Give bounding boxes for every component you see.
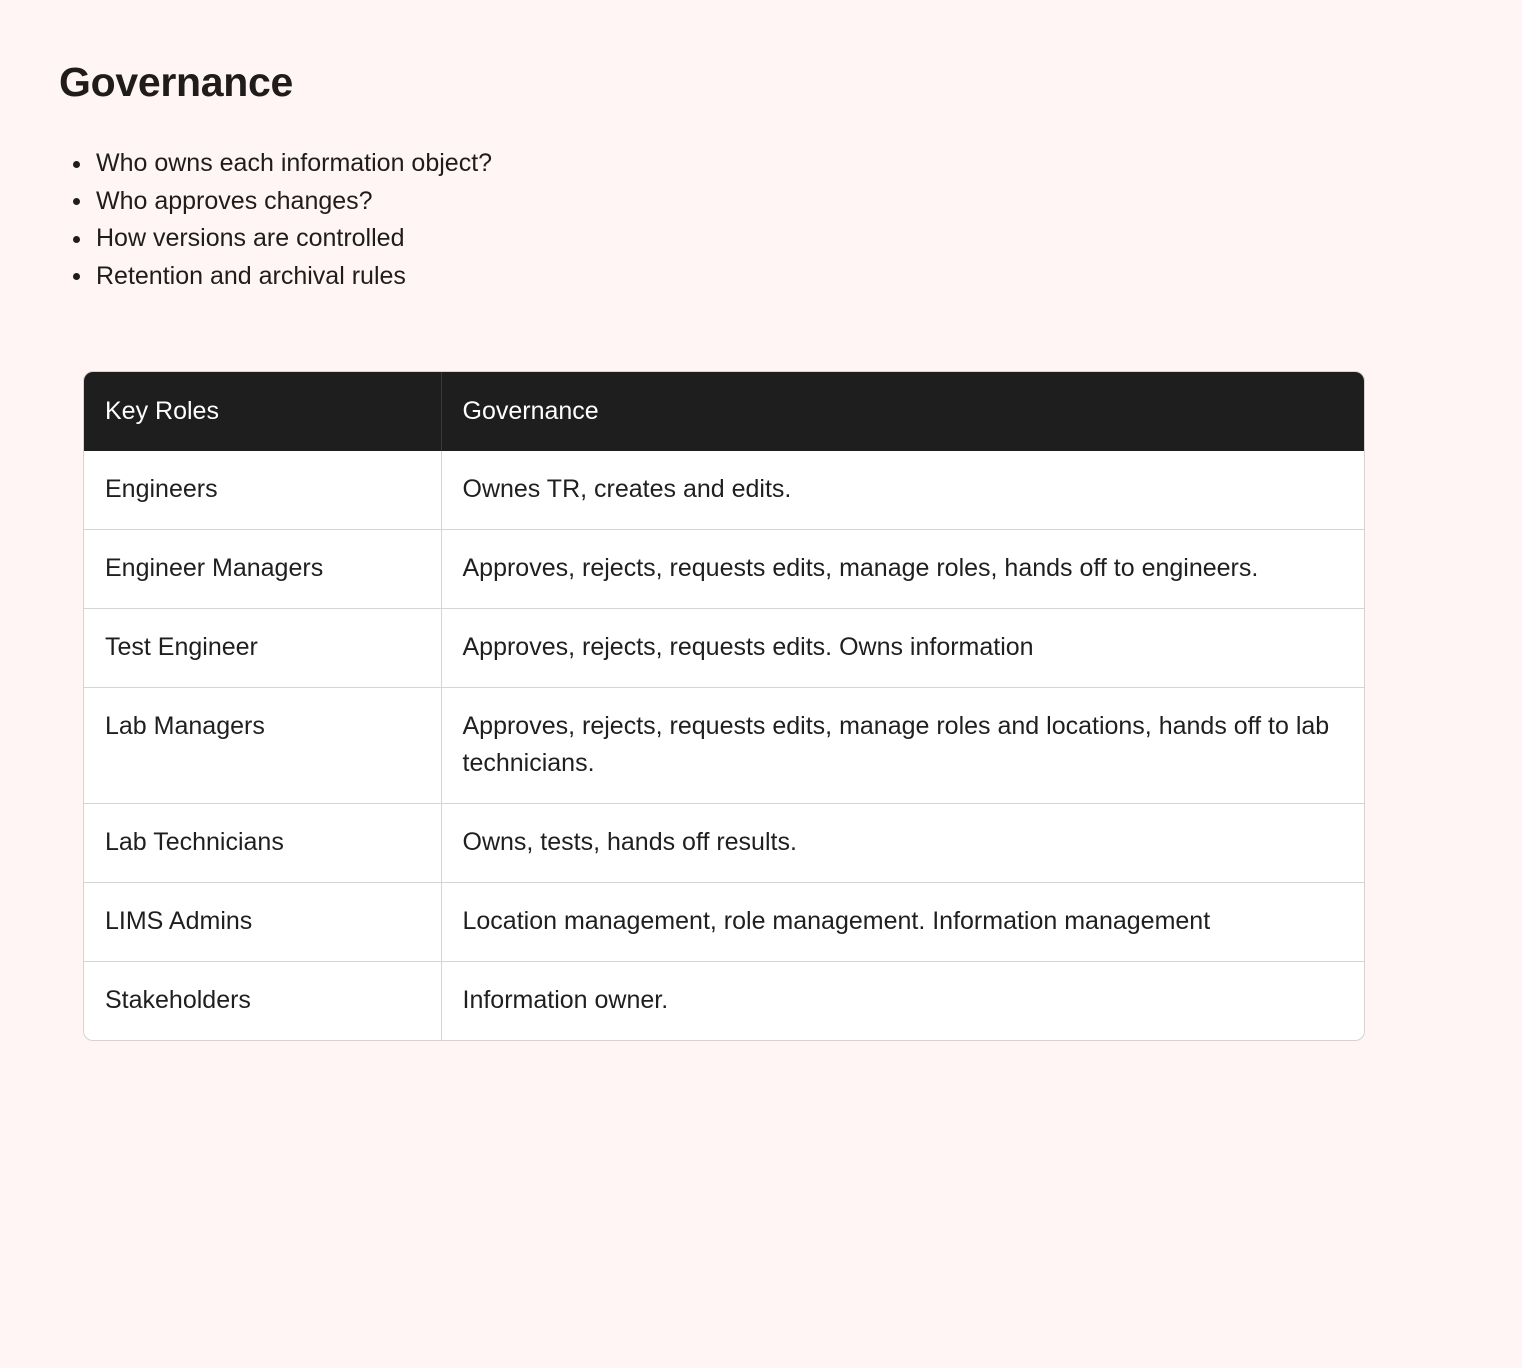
bullet-dot-icon (73, 161, 80, 168)
header-row (84, 372, 1364, 451)
bullet-text: How versions are controlled (96, 224, 405, 252)
table-row (84, 688, 1364, 804)
governance-cell: Approves, rejects, requests edits, manage roles, hands off to engineers. (441, 530, 1364, 609)
header-governance: Governance (441, 372, 1364, 451)
role-cell: Test Engineer (84, 609, 441, 688)
table-header (84, 372, 1364, 451)
role-cell: Engineer Managers (84, 530, 441, 609)
page-title: Governance (59, 59, 293, 105)
governance-cell: Ownes TR, creates and edits. (441, 451, 1364, 530)
role-cell: Lab Technicians (84, 804, 441, 883)
bullet-item (96, 258, 492, 296)
governance-cell: Owns, tests, hands off results. (441, 804, 1364, 883)
table-body (84, 451, 1364, 1040)
bullet-text: Retention and archival rules (96, 261, 406, 290)
role-cell: Engineers (105, 475, 218, 503)
roles-table-grid (84, 372, 1364, 1040)
table-row (84, 530, 1364, 609)
table-row (84, 883, 1364, 962)
governance-cell: Information owner. (441, 962, 1364, 1041)
governance-cell: Approves, rejects, requests edits, manage roles and locations, hands off to lab technicians. (441, 688, 1364, 804)
bullet-dot-icon (73, 198, 80, 205)
bullet-dot-icon (73, 236, 80, 243)
bullet-item (96, 183, 492, 221)
table-row (84, 962, 1364, 1041)
governance-cell: Approves, rejects, requests edits. Owns information (441, 609, 1364, 688)
bullet-text: Who approves changes? (96, 186, 373, 215)
bullet-text: Who owns each information object? (96, 149, 493, 177)
bullet-list (96, 145, 492, 295)
bullet-item (96, 145, 492, 183)
bullet-dot-icon (73, 273, 80, 280)
role-cell: LIMS Admins (84, 883, 441, 962)
table-row (84, 804, 1364, 883)
roles-table (83, 371, 1365, 1041)
role-cell: Stakeholders (84, 962, 441, 1041)
table-row (84, 609, 1364, 688)
role-cell: Lab Managers (84, 688, 441, 804)
bullet-item (96, 220, 492, 258)
table-row (84, 451, 1364, 530)
header-key-roles: Key Roles (84, 372, 441, 451)
governance-cell: Location management, role management. Information management (441, 883, 1364, 962)
